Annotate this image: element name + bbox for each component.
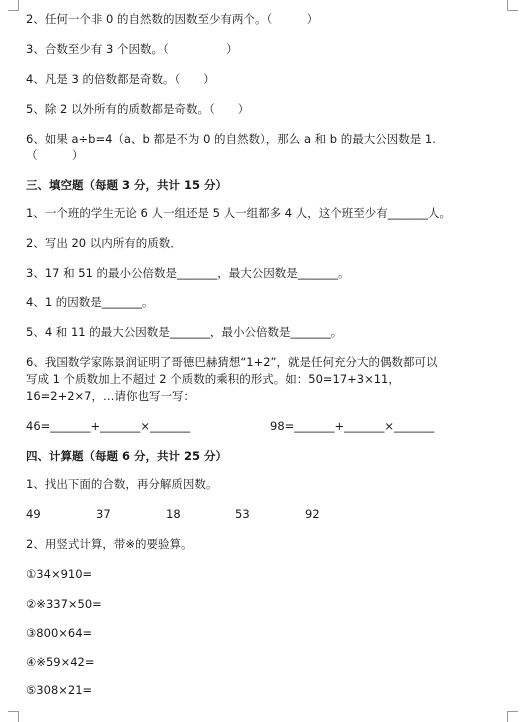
fill-question-6-line-3: 16=2+2×7，…请你也写一写： bbox=[26, 389, 195, 403]
calc-item-4: ④※59×42= bbox=[26, 655, 95, 669]
calc-number: 49 bbox=[26, 507, 41, 521]
calc-question-1: 1、找出下面的合数，再分解质因数。 bbox=[26, 477, 218, 491]
judge-question-3: 3、合数至少有 3 个因数。（ ） bbox=[26, 42, 238, 56]
crop-mark-bottom-right bbox=[507, 711, 518, 722]
crop-mark-top-right bbox=[507, 0, 518, 11]
fill-question-6-blank-46: 46=_______+_______×_______ bbox=[26, 419, 191, 433]
calc-item-5: ⑤308×21= bbox=[26, 683, 93, 697]
calc-item-1: ①34×910= bbox=[26, 567, 93, 581]
calc-number: 53 bbox=[235, 507, 250, 521]
judge-question-2: 2、任何一个非 0 的自然数的因数至少有两个。（ ） bbox=[26, 12, 319, 26]
judge-question-4: 4、凡是 3 的倍数都是奇数。（ ） bbox=[26, 72, 215, 86]
crop-mark-bottom-left bbox=[8, 711, 19, 722]
section-heading-calc: 四、计算题（每题 6 分，共计 25 分） bbox=[26, 449, 228, 463]
fill-question-2: 2、写出 20 以内所有的质数． bbox=[26, 236, 182, 250]
fill-question-6-line-1: 6、我国数学家陈景润证明了哥德巴赫猜想“1+2”，就是任何充分大的偶数都可以 bbox=[26, 355, 438, 369]
crop-mark-top-left bbox=[8, 0, 19, 11]
calc-question-2: 2、用竖式计算，带※的要验算。 bbox=[26, 537, 193, 551]
fill-question-1: 1、一个班的学生无论 6 人一组还是 5 人一组都多 4 人，这个班至少有_______人。 bbox=[26, 206, 451, 220]
fill-question-6-blank-98: 98=_______+_______×_______ bbox=[270, 419, 435, 433]
judge-question-6-line-1: 6、如果 a÷b=4（a、b 都是不为 0 的自然数），那么 a 和 b 的最大公因数是 1. bbox=[26, 132, 436, 146]
fill-question-4: 4、1 的因数是_______。 bbox=[26, 295, 154, 309]
judge-question-5: 5、除 2 以外所有的质数都是奇数。（ ） bbox=[26, 102, 250, 116]
fill-question-6-line-2: 写成 1 个质数加上不超过 2 个质数的乘积的形式。如：50=17+3×11， bbox=[26, 372, 400, 386]
calc-item-3: ③800×64= bbox=[26, 626, 93, 640]
calc-item-2: ②※337×50= bbox=[26, 597, 102, 611]
calc-number: 18 bbox=[166, 507, 181, 521]
fill-question-3: 3、17 和 51 的最小公倍数是_______，最大公因数是_______。 bbox=[26, 266, 350, 280]
section-heading-fill: 三、填空题（每题 3 分，共计 15 分） bbox=[26, 178, 228, 192]
calc-number: 37 bbox=[96, 507, 111, 521]
judge-question-6-line-2: （ ） bbox=[26, 148, 84, 162]
fill-question-5: 5、4 和 11 的最大公因数是_______，最小公倍数是_______。 bbox=[26, 325, 343, 339]
calc-number: 92 bbox=[305, 507, 320, 521]
